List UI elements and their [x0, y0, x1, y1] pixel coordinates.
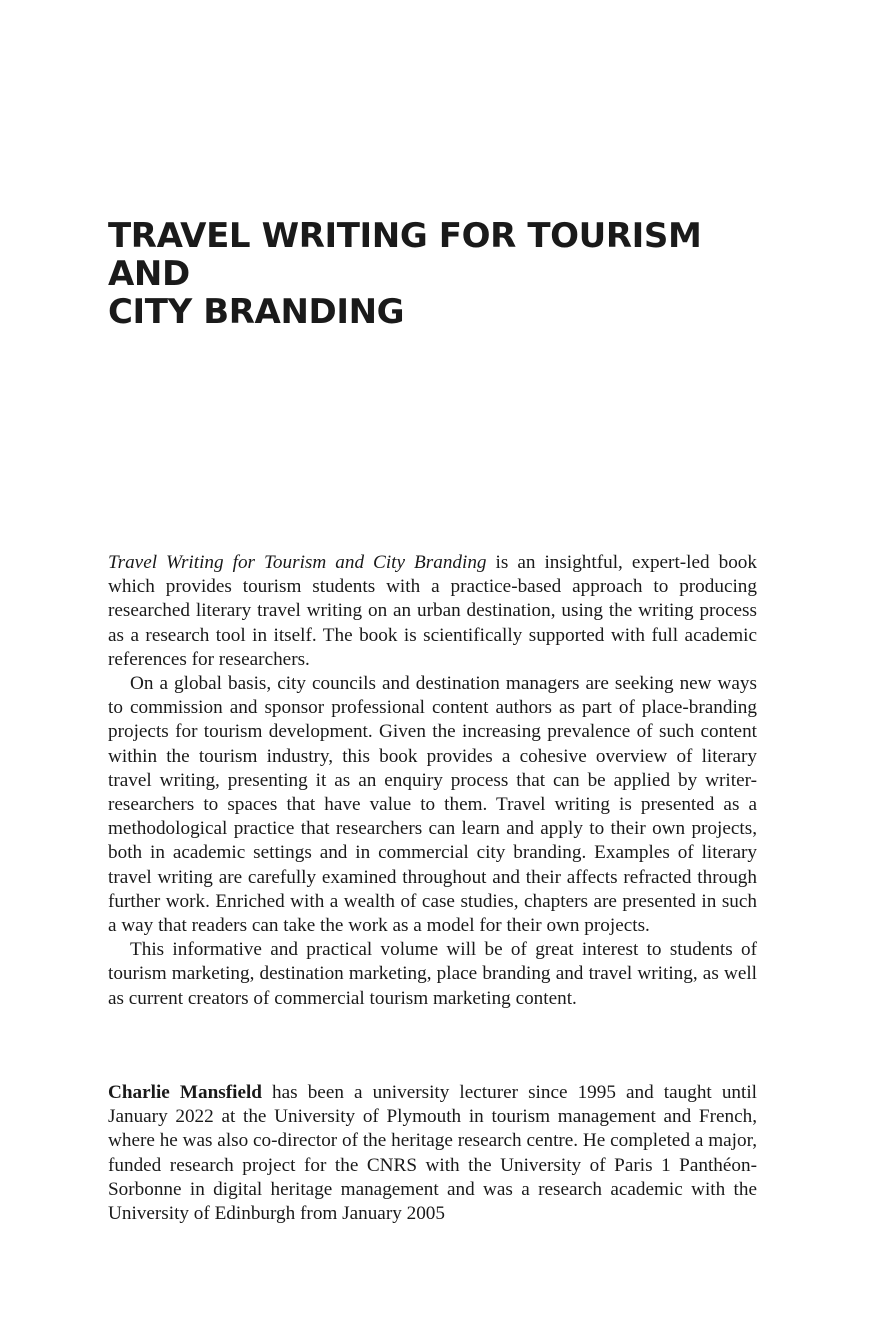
book-title-line-1: TRAVEL WRITING FOR TOURISM AND	[108, 216, 702, 294]
description-paragraph-3: This informative and practical volume will be of great interest to students of tourism marketing, destination marketing, place branding and travel writing, as well as current creators of commercial tourism marketing content.	[108, 939, 757, 1009]
author-name: Charlie Mansfield	[108, 1082, 262, 1103]
author-bio-paragraph	[108, 1081, 757, 1226]
description-paragraph-2: On a global basis, city councils and destination managers are seeking new ways to commission and sponsor professional content authors as part of place-branding projects for tourism development. Given the increasing prevalence of such content within the tourism industry, this book provides a cohesive overview of literary travel writing, presenting it as an enquiry process that can be applied by writer-researchers to spaces that have value to them. Travel writing is presented as a methodological practice that researchers can learn and apply to their own projects, both in academic settings and in commercial city branding. Examples of literary travel writing are carefully examined throughout and their affects refracted through further work. Enriched with a wealth of case studies, chapters are presented in such a way that readers can take the work as a model for their own projects.	[108, 673, 757, 937]
book-title-italic: Travel Writing for Tourism and City Branding	[108, 552, 487, 573]
book-title	[108, 217, 788, 331]
description-paragraph-1	[108, 551, 757, 672]
description-paragraph-1-text: is an insightful, expert-led book which provides tourism students with a practice-based approach to producing researched literary travel writing on an urban destination, using the writing process as a research tool in itself. The book is scientifically supported with full academic references for researchers.	[108, 552, 757, 670]
author-bio-text: has been a university lecturer since 1995 and taught until January 2022 at the University of Plymouth in tourism management and French, where he was also co-director of the heritage research centre. He completed a major, funded research project for the CNRS with the University of Paris 1 Panthéon-Sorbonne in digital heritage management and was a research academic with the University of Edinburgh from January 2005	[108, 1082, 758, 1225]
book-title-line-2: CITY BRANDING	[108, 292, 405, 332]
book-description	[108, 551, 757, 1011]
author-bio	[108, 1081, 757, 1226]
